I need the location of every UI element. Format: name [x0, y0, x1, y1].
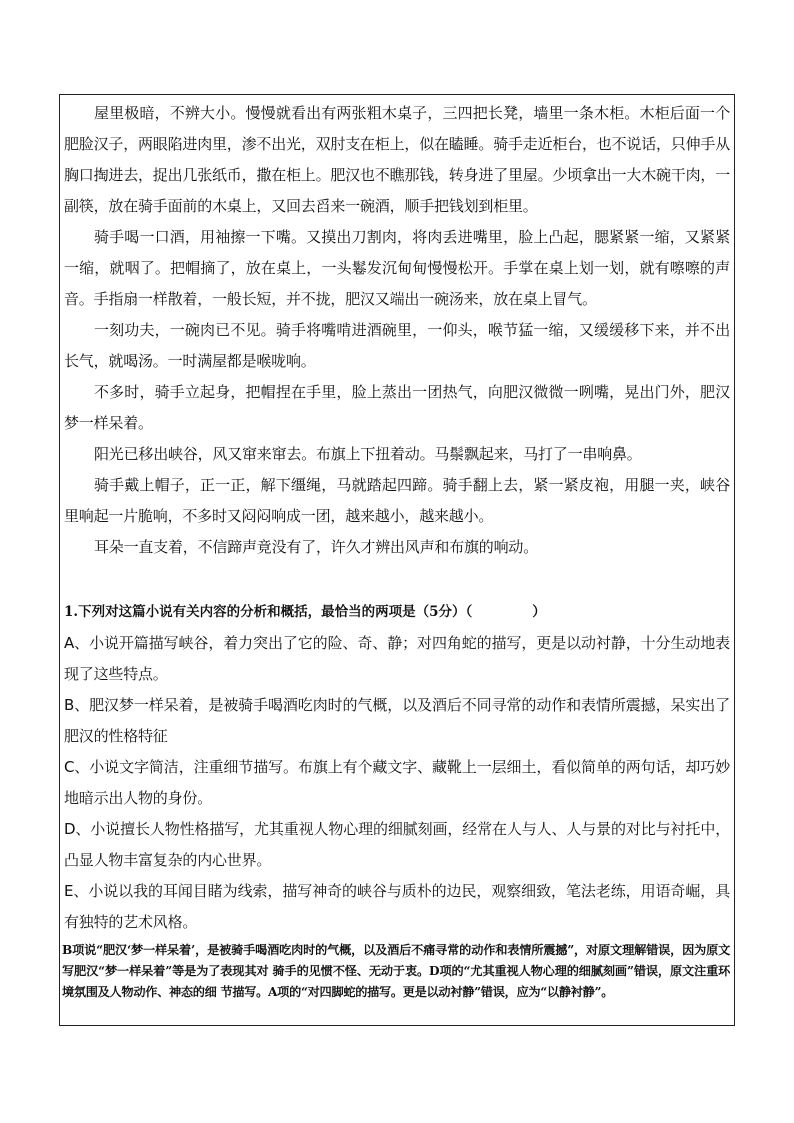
- question-stem: [64, 597, 730, 628]
- question-block: [64, 597, 730, 938]
- story-paragraph: 耳朵一直支着，不信蹄声竟没有了，许久才辨出风声和布旗的响动。: [94, 538, 539, 556]
- story-paragraph: 骑手喝一口酒，用袖擦一下嘴。又摸出刀割肉，将肉丢进嘴里，脸上凸起，腮紧紧一缩，又紧紧一缩，就咽了。把帽摘了，放在桌上，一头鬈发沉甸甸慢慢松开。手掌在桌上划一划，就有嚓嚓的声音。手指扇一样散着，一般长短，并不拢，肥汉又端出一碗汤来，放在桌上冒气。: [64, 228, 730, 308]
- option-c: C、小说文字简洁，注重细节描写。布旗上有个藏文字、藏靴上一层细土，看似简单的两句话，却巧妙地暗示出人物的身份。: [64, 758, 730, 807]
- content-frame: [59, 94, 735, 1026]
- question-stem-text: 1.下列对这篇小说有关内容的分析和概括，最恰当的两项是（5分）（: [64, 604, 473, 620]
- story-paragraph: 骑手戴上帽子，正一正，解下缰绳，马就踏起四蹄。骑手翻上去，紧一紧皮袍，用腿一夹，峡谷里响起一片脆响，不多时又闷闷响成一团，越来越小，越来越小。: [64, 476, 730, 525]
- option-b: B、肥汉梦一样呆着，是被骑手喝酒吃肉时的气概，以及酒后不同寻常的动作和表情所震撼，呆实出了肥汉的性格特征: [64, 696, 730, 745]
- story-paragraph: 屋里极暗，不辨大小。慢慢就看出有两张粗木桌子，三四把长凳，墙里一条木柜。木柜后面一个肥脸汉子，两眼陷进肉里，渗不出光，双肘支在柜上，似在瞌睡。骑手走近柜台，也不说话，只伸手从胸口掏进去，捉出几张纸币，撒在柜上。肥汉也不瞧那钱，转身进了里屋。少顷拿出一大木碗干肉，一副筷，放在骑手面前的木桌上，又回去舀来一碗酒，顺手把钱划到柜里。: [64, 104, 731, 215]
- option-a: A、小说开篇描写峡谷，着力突出了它的险、奇、静；对四角蛇的描写，更是以动衬静，十分生动地表现了这些特点。: [64, 634, 730, 683]
- story-paragraph: 阳光已移出峡谷，风又窜来窜去。布旗上下扭着动。马鬃飘起来，马打了一串响鼻。: [94, 445, 642, 463]
- story-paragraph: 一刻功夫，一碗肉已不见。骑手将嘴啃进酒碗里，一仰头，喉节猛一缩，又缓缓移下来，并不出长气，就喝汤。一时满屋都是喉咙响。: [64, 321, 730, 370]
- story-paragraph: 不多时，骑手立起身，把帽捏在手里，脸上蒸出一团热气，向肥汉微微一咧嘴，晃出门外，肥汉梦一样呆着。: [64, 383, 730, 432]
- option-e: E、小说以我的耳闻目睹为线索，描写神奇的峡谷与质朴的边民，观察细致，笔法老练，用语奇崛，具有独特的艺术风格。: [64, 882, 730, 931]
- answer-explanation: B项说“肥汉‘梦一样呆着’，是被骑手喝酒吃肉时的气概，以及酒后不痛寻常的动作和表情所震撼”，对原文理解错误，因为原文写肥汉“梦一样呆着”等是为了表现其对 骑手的见惯不怪、无动于衷。D项的“尤其重视人物心理的细腻刻画”错误，原文注重环境氛围及人物动作、神态的细 节描写。A项的“对四脚蛇的描写。更是以动衬静”错误，应为“以静衬静”。: [62, 943, 730, 999]
- option-d: D、小说擅长人物性格描写，尤其重视人物心理的细腻刻画，经常在人与人、人与景的对比与衬托中，凸显人物丰富复杂的内心世界。: [64, 820, 730, 869]
- story-excerpt: [64, 98, 730, 563]
- question-stem-close: ）: [532, 604, 546, 620]
